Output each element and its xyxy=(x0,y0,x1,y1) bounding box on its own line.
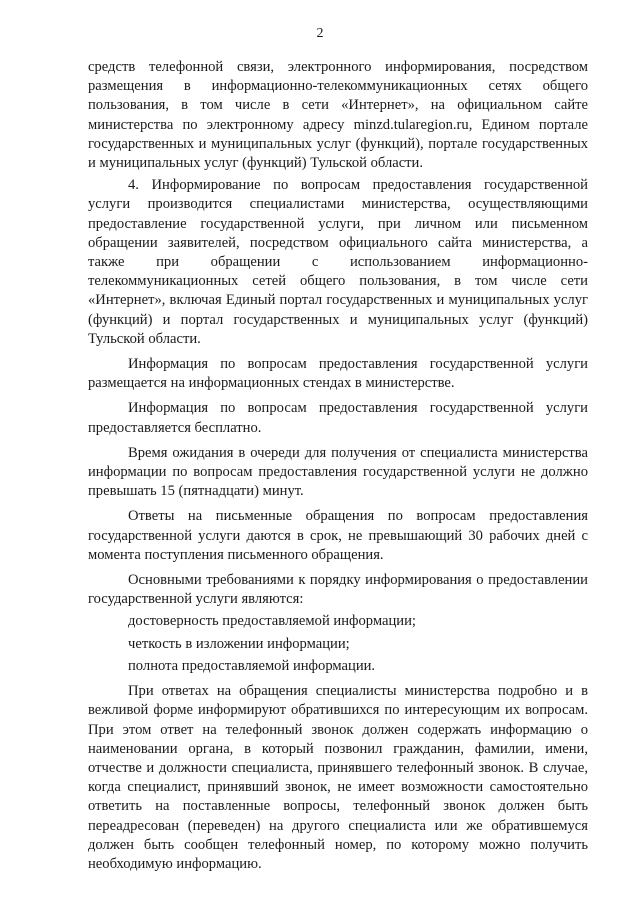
paragraph-item-4: 4. Информирование по вопросам предоставления государственной услуги производится специалистами министерства, осуществляющими предоставление государственной услуги, при личном или письменном обращении заявителей, посредством официального сайта министерства, а также при обращении с использованием информационно-телекоммуникационных сетей общего пользования, в том числе сети «Интернет», включая Единый портал государственных и муниципальных услуг (функций) и портал государственных и муниципальных услуг (функций) Тульской области. xyxy=(88,177,588,347)
requirement-list-item: достоверность предоставляемой информации; xyxy=(128,613,416,630)
requirement-list-item: четкость в изложении информации; xyxy=(128,635,350,652)
document-body xyxy=(88,58,588,874)
paragraph-free-of-charge: Информация по вопросам предоставления государственной услуги предоставляется бесплатно. xyxy=(88,400,588,436)
page-number: 2 xyxy=(316,26,324,41)
requirement-list-item: полнота предоставляемой информации. xyxy=(128,657,376,674)
paragraph-answering-rules: При ответах на обращения специалисты министерства подробно и в вежливой форме информируют обратившихся по интересующим их вопросам. При этом ответ на телефонный звонок должен содержать информацию о наименовании органа, в который позвонил гражданин, фамилии, имени, отчестве и должности специалиста, принявшего телефонный звонок. В случае, когда специалист, принявший звонок, не имеет возможности самостоятельно ответить на поставленные вопросы, телефонный звонок должен быть переадресован (переведен) на другого специалиста или же обратившемуся должен быть сообщен телефонный номер, по которому можно получить необходимую информацию. xyxy=(88,683,588,872)
paragraph-continuation: средств телефонной связи, электронного информирования, посредством размещения в информационно-телекоммуникационных сетях общего пользования, в том числе в сети «Интернет», на официальном сайте министерства по электронному адресу minzd.tularegion.ru, Едином портале государственных и муниципальных услуг (функций), портале государственных и муниципальных услуг (функций) Тульской области. xyxy=(88,59,588,172)
paragraph-waiting-time: Время ожидания в очереди для получения от специалиста министерства информации по вопросам предоставления государственной услуги не должно превышать 15 (пятнадцати) минут. xyxy=(88,444,588,500)
paragraph-written-replies: Ответы на письменные обращения по вопросам предоставления государственной услуги даются в срок, не превышающий 30 рабочих дней с момента поступления письменного обращения. xyxy=(88,508,588,563)
paragraph-requirements-intro: Основными требованиями к порядку информирования о предоставлении государственной услуги являются: xyxy=(88,572,588,608)
paragraph-info-stands: Информация по вопросам предоставления государственной услуги размещается на информационных стендах в министерстве. xyxy=(88,356,588,392)
